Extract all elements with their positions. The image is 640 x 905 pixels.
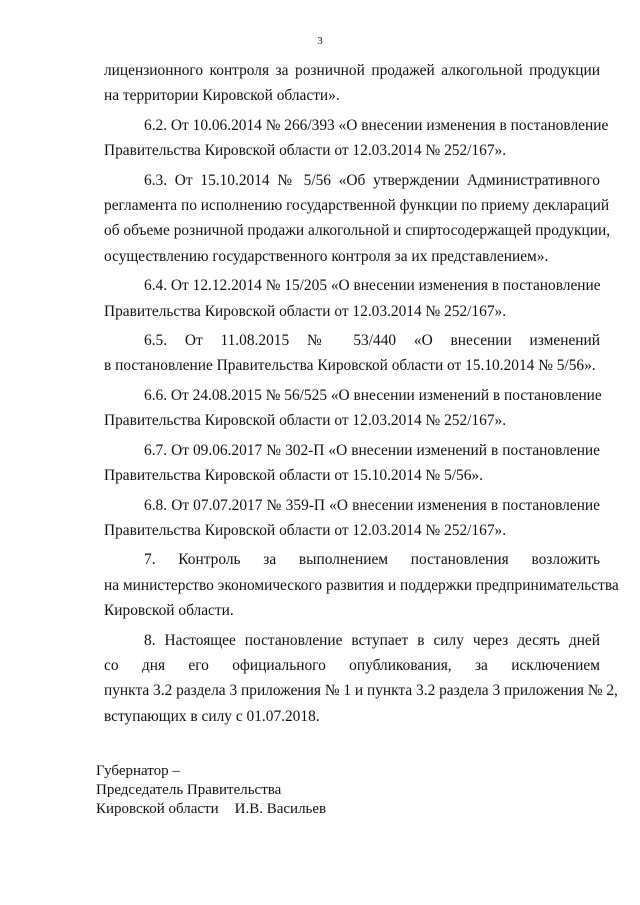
- signature-position: Председатель Правительства: [96, 782, 282, 798]
- text-line: в постановление Правительства Кировской области от 15.10.2014 № 5/56».: [104, 357, 596, 375]
- document-body: [104, 58, 619, 733]
- text-line: на территории Кировской области».: [104, 87, 340, 105]
- signature-region-line: [96, 800, 326, 819]
- text-line: регламента по исполнению государственной функции по приему деклараций: [104, 197, 610, 215]
- text-line: пункта 3.2 раздела 3 приложения № 1 и пункта 3.2 раздела 3 приложения № 2,: [104, 682, 618, 700]
- text-line: вступающих в силу с 01.07.2018.: [104, 707, 320, 725]
- paragraph: [104, 383, 600, 434]
- paragraph: [104, 113, 609, 164]
- signatory-name: И.В. Васильев: [234, 801, 327, 817]
- text-line: 6.2. От 10.06.2014 № 266/393 «О внесении изменения в постановление: [144, 116, 609, 134]
- paragraph: [104, 273, 600, 324]
- text-line: 6.3. От 15.10.2014 № 5/56 «Об утверждении Административного: [144, 171, 600, 189]
- paragraph: [104, 493, 600, 544]
- text-line: Кировской области.: [104, 602, 234, 620]
- text-line: об объеме розничной продажи алкогольной и спиртосодержащей продукции,: [104, 222, 611, 240]
- paragraph: [104, 547, 619, 623]
- text-line: 6.5. От 11.08.2015 № 53/440 «О внесении изменений: [144, 332, 600, 350]
- text-line: осуществлению государственного контроля за их представлением».: [104, 247, 549, 265]
- text-line: 7. Контроль за выполнением постановления возложить: [144, 551, 600, 569]
- paragraph: [104, 58, 600, 109]
- paragraph: [104, 438, 600, 489]
- paragraph: [104, 628, 618, 730]
- text-line: 6.7. От 09.06.2017 № 302-П «О внесении изменений в постановление: [144, 441, 600, 459]
- text-line: лицензионного контроля за розничной продажей алкогольной продукции: [104, 62, 600, 79]
- text-line: на министерство экономического развития и поддержки предпринимательства: [104, 576, 619, 594]
- text-line: Правительства Кировской области от 12.03.2014 № 252/167».: [104, 412, 507, 430]
- signature-region: Кировской области: [96, 801, 219, 817]
- signature-title: Губернатор –: [96, 763, 180, 779]
- text-line: Правительства Кировской области от 12.03.2014 № 252/167».: [104, 521, 507, 539]
- text-line: 6.6. От 24.08.2015 № 56/525 «О внесении изменений в постановление: [144, 386, 602, 404]
- text-line: 6.4. От 12.12.2014 № 15/205 «О внесении изменения в постановление: [144, 277, 601, 295]
- paragraph: [104, 328, 600, 379]
- text-line: Правительства Кировской области от 12.03.2014 № 252/167».: [104, 302, 507, 320]
- text-line: Правительства Кировской области от 15.10.2014 № 5/56».: [104, 467, 483, 485]
- text-line: 8. Настоящее постановление вступает в силу через десять дней: [144, 631, 600, 649]
- text-line: 6.8. От 07.07.2017 № 359-П «О внесении изменения в постановление: [144, 496, 600, 514]
- page-number: 3: [317, 35, 323, 47]
- paragraph: [104, 168, 611, 270]
- signature-block: [96, 762, 326, 819]
- text-line: Правительства Кировской области от 12.03.2014 № 252/167».: [104, 142, 507, 160]
- text-line: со дня его официального опубликования, за исключением: [104, 656, 600, 674]
